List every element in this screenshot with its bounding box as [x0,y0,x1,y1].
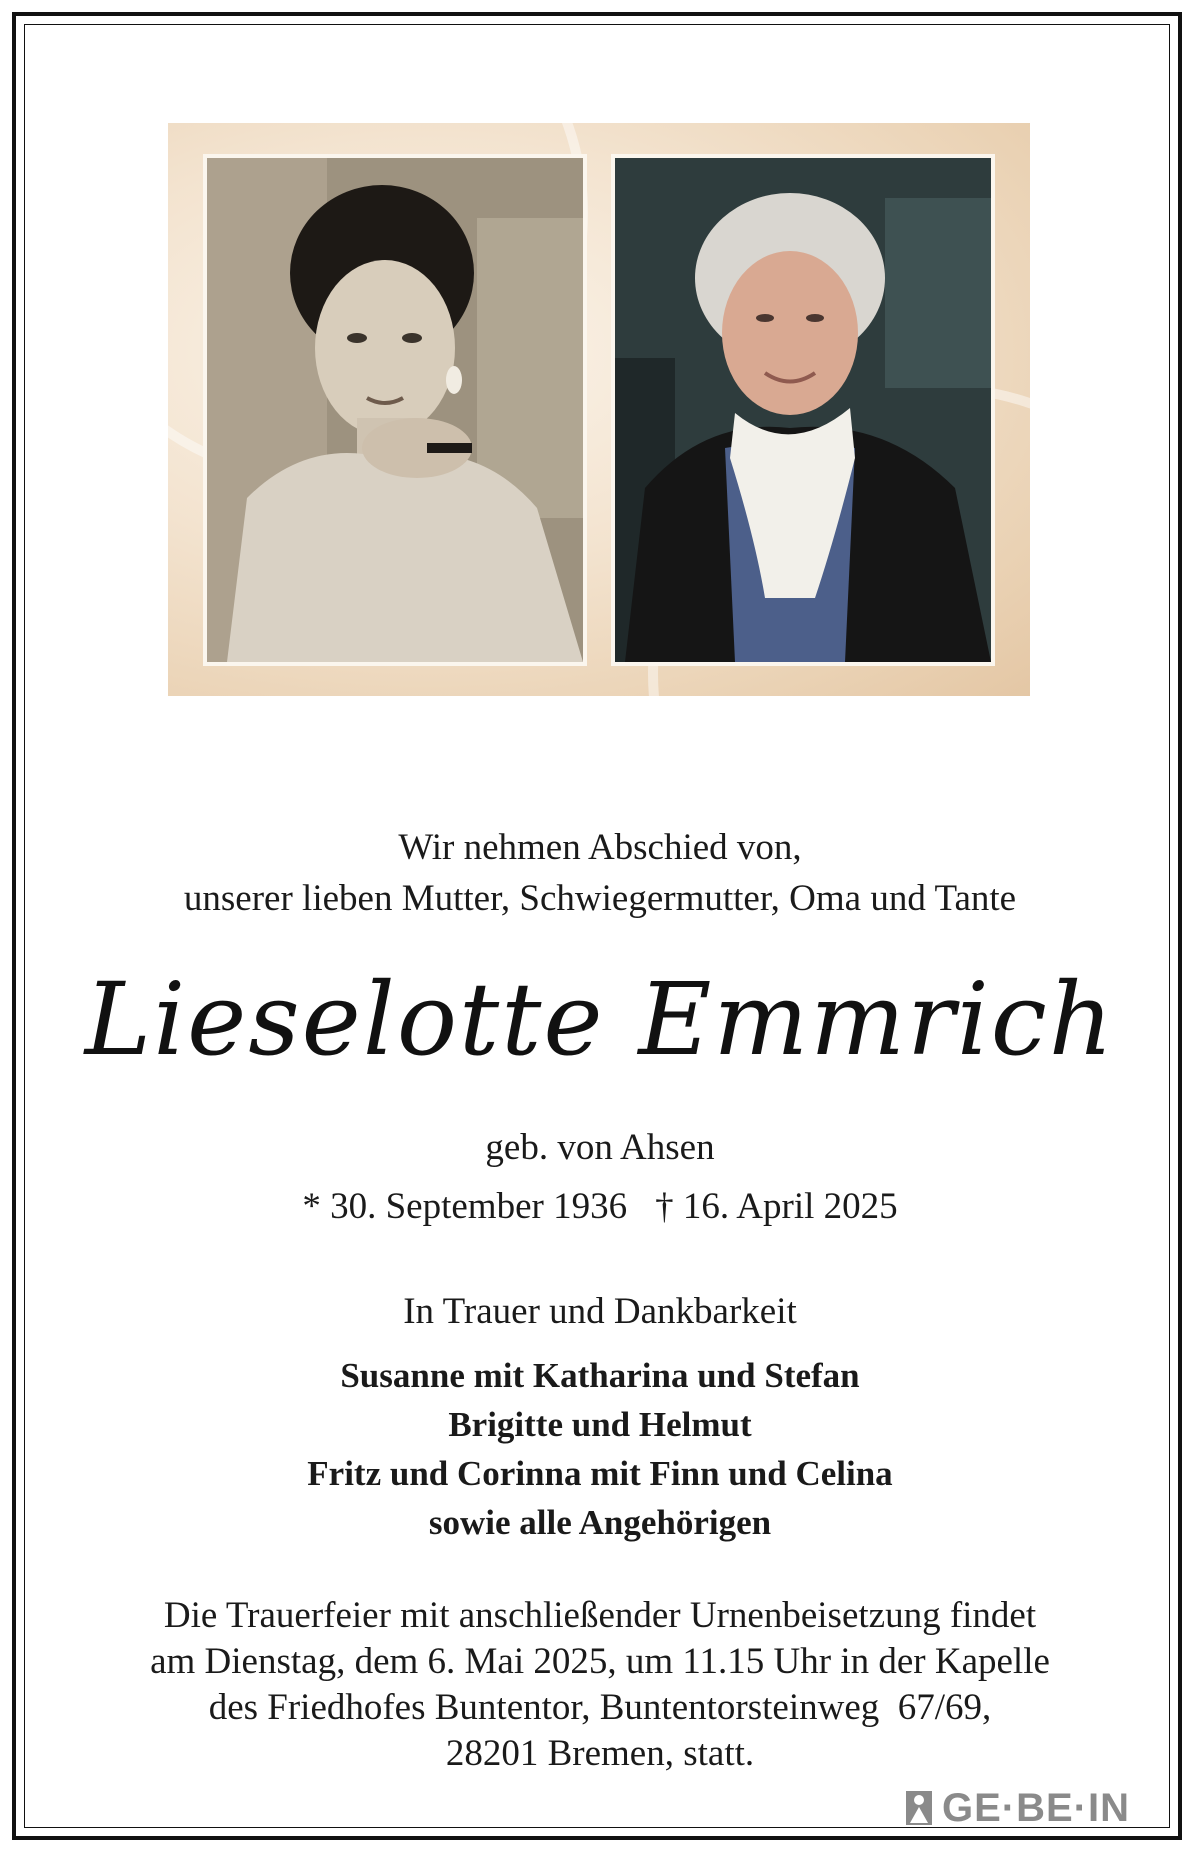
portrait-young [203,154,587,666]
mourner-line: sowie alle Angehörigen [428,1503,772,1542]
portrait-elderly-image [615,158,991,662]
birth-date: * 30. September 1936 [302,1186,628,1227]
ceremony-info [30,1593,1170,1777]
intro-text [30,822,1170,924]
mourner-line: Brigitte und Helmut [448,1405,752,1444]
gebein-logo-icon [904,1791,934,1825]
intro-line-2: unserer lieben Mutter, Schwiegermutter, Oma und Tante [183,878,1017,919]
ceremony-line: Die Trauerfeier mit anschließender Urnenbeisetzung findet [163,1595,1037,1636]
ceremony-line: am Dienstag, dem 6. Mai 2025, um 11.15 Uhr in der Kapelle [150,1641,1050,1682]
mourner-line: Susanne mit Katharina und Stefan [340,1356,860,1395]
deceased-name: Lieselotte Emmrich [84,961,1116,1078]
death-date: † 16. April 2025 [655,1186,898,1227]
portrait-elderly [611,154,995,666]
gebein-logo [904,1785,1130,1830]
life-dates [30,1184,1170,1230]
ceremony-line: des Friedhofes Buntentor, Buntentorsteinweg 67/69, [208,1687,992,1728]
ceremony-line: 28201 Bremen, statt. [445,1733,755,1774]
portrait-young-image [207,158,583,662]
logo-text: GE·BE·IN [942,1785,1130,1830]
maiden-name: geb. von Ahsen [485,1127,715,1168]
mourning-heading: In Trauer und Dankbarkeit [403,1291,797,1332]
intro-line-1: Wir nehmen Abschied von, [398,827,802,868]
photo-panel [168,123,1030,696]
mourner-line: Fritz und Corinna mit Finn und Celina [307,1454,893,1493]
mourners-list [30,1351,1170,1547]
